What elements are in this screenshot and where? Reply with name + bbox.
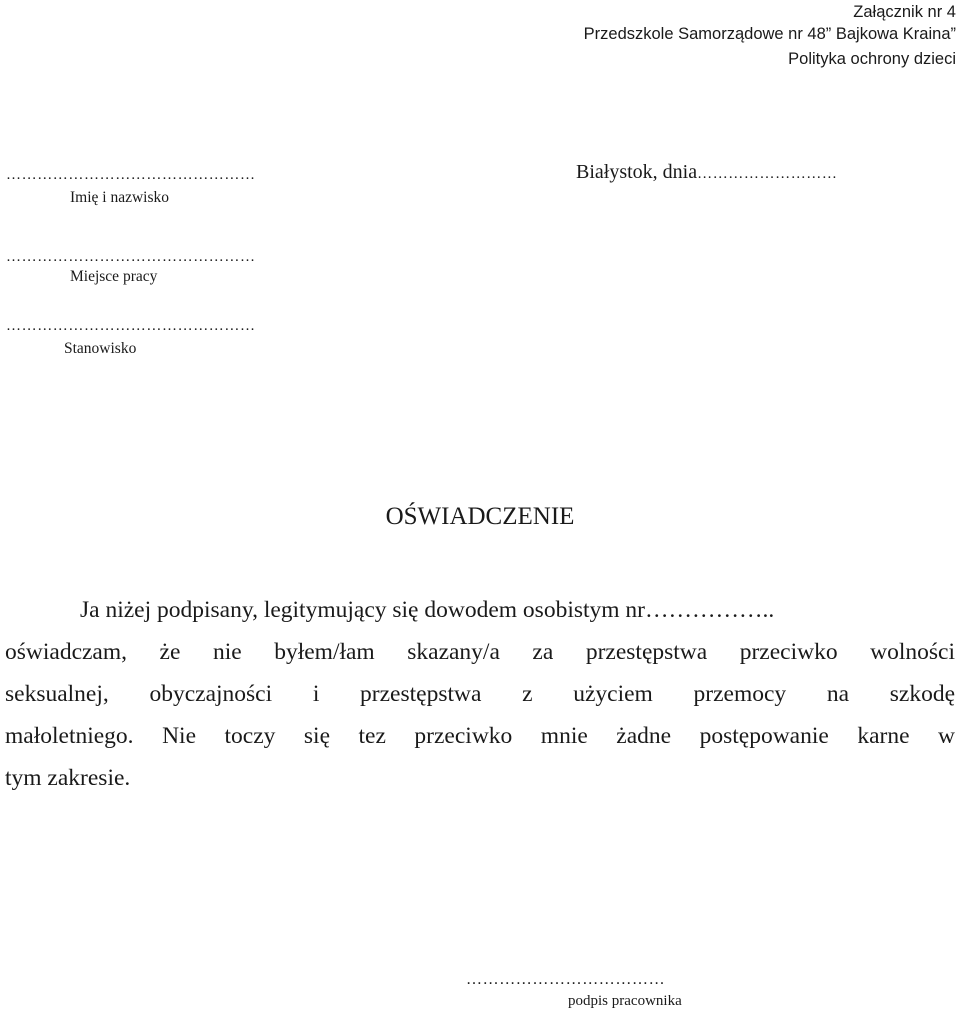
statement-line: tym zakresie.: [5, 765, 131, 791]
place-date: [576, 159, 838, 185]
statement-line: Ja niżej podpisany, legitymujący się dowodem osobistym nr……………..: [80, 597, 775, 623]
signature-label: podpis pracownika: [568, 993, 682, 1009]
position-label: Stanowisko: [64, 340, 137, 357]
place-date-label: Białystok, dnia: [576, 161, 698, 183]
document-title: OŚWIADCZENIE: [385, 503, 575, 530]
institution-name: Przedszkole Samorządowe nr 48” Bajkowa Kraina”: [583, 25, 956, 43]
signature-dotted-line: ………………………………: [466, 971, 666, 988]
policy-name: Polityka ochrony dzieci: [788, 50, 956, 68]
statement-line: seksualnej, obyczajności i przestępstwa z użyciem przemocy na szkodę: [5, 681, 955, 707]
name-label: Imię i nazwisko: [70, 189, 170, 206]
statement-paragraph: [5, 589, 955, 799]
position-dotted-line: …………………………………………: [6, 318, 256, 334]
statement-line: oświadczam, że nie byłem/łam skazany/a za przestępstwa przeciwko wolności: [5, 639, 955, 665]
statement-line: małoletniego. Nie toczy się tez przeciwko mnie żadne postępowanie karne w: [5, 723, 955, 749]
place-date-dotted-line: ………………………: [697, 166, 838, 182]
name-dotted-line: …………………………………………: [6, 167, 256, 183]
attachment-number: Załącznik nr 4: [853, 3, 956, 21]
workplace-dotted-line: …………………………………………: [6, 249, 256, 265]
workplace-label: Miejsce pracy: [70, 268, 158, 285]
